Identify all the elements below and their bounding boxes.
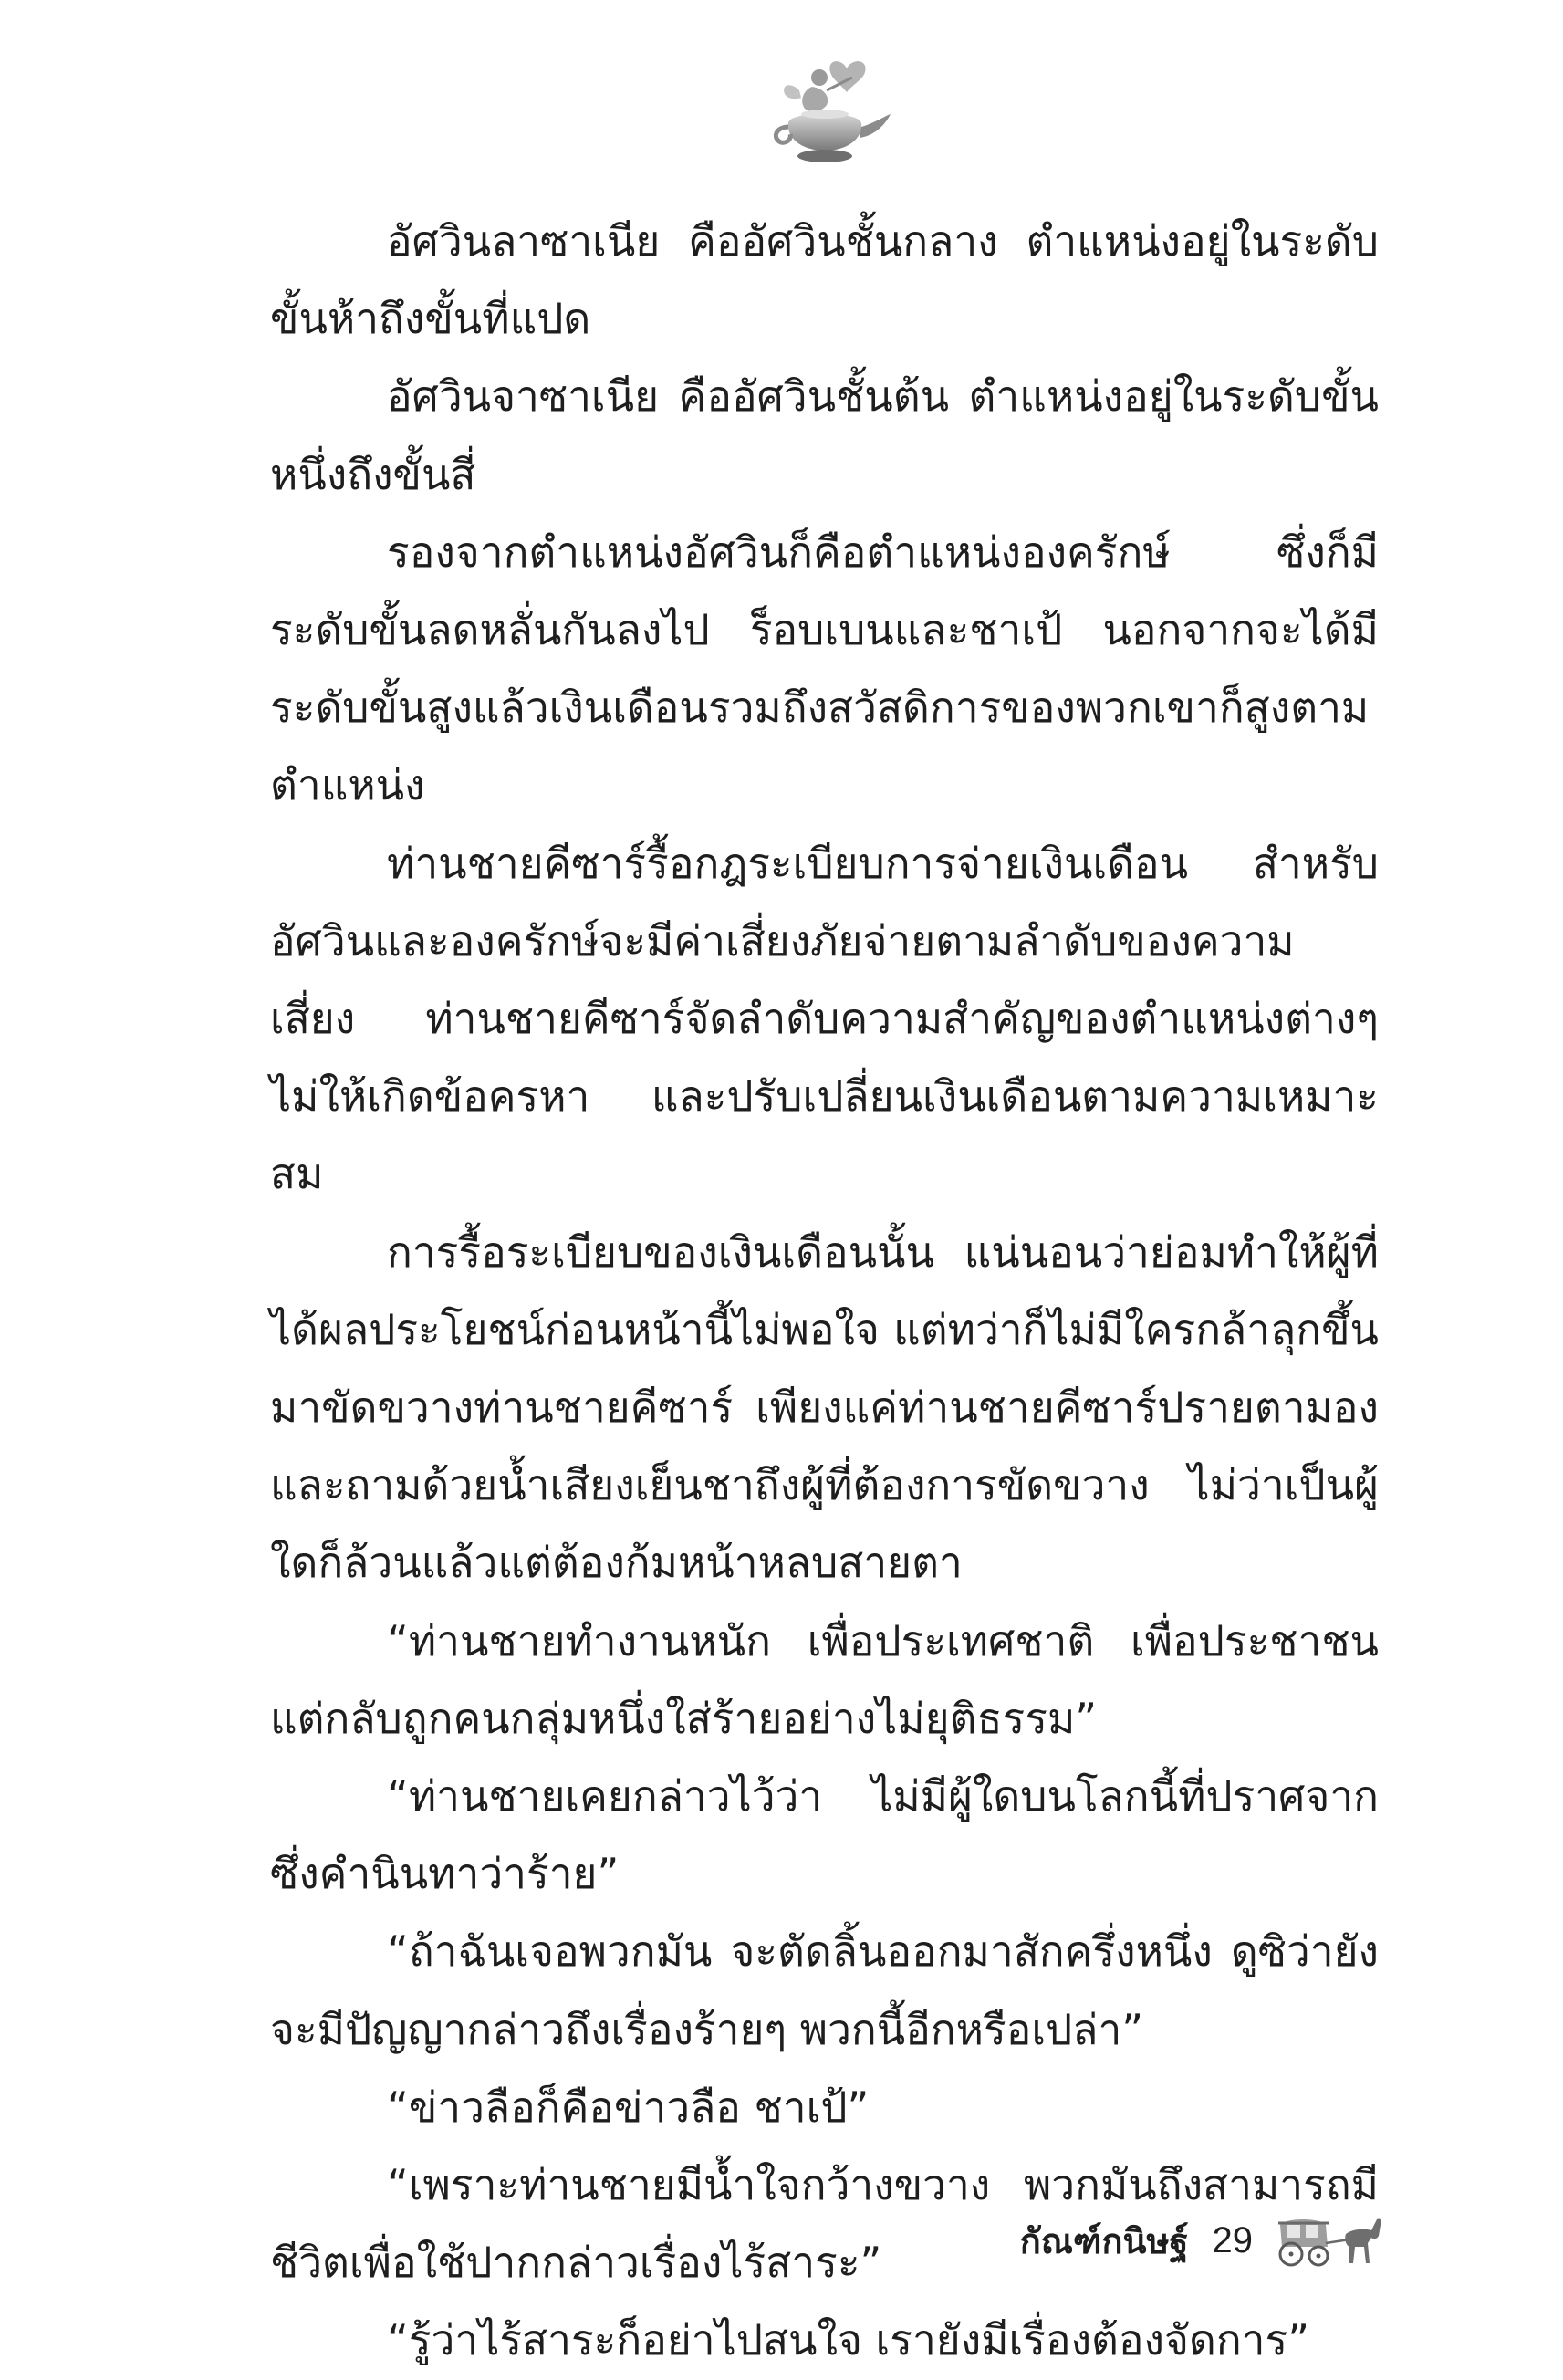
paragraph: ท่านชายคีซาร์รื้อกฎระเบียบการจ่ายเงินเดือน สำหรับอัศวินและองครักษ์จะมีค่าเสี่ยงภัยจ่ายตามลำดับของความเสี่ยง ท่านชายคีซาร์จัดลำดับความสำคัญของตำแหน่งต่างๆ ไม่ให้เกิดข้อครหา และปรับเปลี่ยนเงินเดือนตามความเหมาะสม bbox=[270, 838, 1379, 1199]
chapter-body-text bbox=[270, 203, 1379, 2380]
paragraph: อัศวินจาซาเนีย คืออัศวินชั้นต้น ตำแหน่งอยู่ในระดับขั้นหนึ่งถึงขั้นสี่ bbox=[270, 371, 1379, 499]
dialogue-paragraph: “รู้ว่าไร้สาระก็อย่าไปสนใจ เรายังมีเรื่องต้องจัดการ” bbox=[387, 2315, 1310, 2365]
paragraph: การรื้อระเบียบของเงินเดือนนั้น แน่นอนว่าย่อมทำให้ผู้ที่ได้ผลประโยชน์ก่อนหน้านี้ไม่พอใจ แต่ทว่าก็ไม่มีใครกล้าลุกขึ้นมาขัดขวางท่านชายคีซาร์ เพียงแค่ท่านชายคีซาร์ปรายตามองและถามด้วยน้ำเสียงเย็นชาถึงผู้ที่ต้องการขัดขวาง ไม่ว่าเป็นผู้ใดก็ล้วนแล้วแต่ต้องก้มหน้าหลบสายตา bbox=[270, 1227, 1379, 1588]
dialogue-paragraph: “ท่านชายเคยกล่าวไว้ว่า ไม่มีผู้ใดบนโลกนี้ที่ปราศจากซึ่งคำนินทาว่าร้าย” bbox=[270, 1771, 1379, 1899]
paragraph: รองจากตำแหน่งอัศวินก็คือตำแหน่งองครักษ์ ซึ่งก็มีระดับขั้นลดหลั่นกันลงไป ร็อบเบนและชาเป้ นอกจากจะได้มีระดับขั้นสูงแล้วเงินเดือนรวมถึงสวัสดิการของพวกเขาก็สูงตามตำแหน่ง bbox=[270, 527, 1379, 810]
paragraph: อัศวินลาซาเนีย คืออัศวินชั้นกลาง ตำแหน่งอยู่ในระดับขั้นห้าถึงขั้นที่แปด bbox=[270, 216, 1379, 344]
dialogue-paragraph: “ถ้าฉันเจอพวกมัน จะตัดลิ้นออกมาสักครึ่งหนึ่ง ดูซิว่ายังจะมีปัญญากล่าวถึงเรื่องร้ายๆ พวกนี้อีกหรือเปล่า” bbox=[270, 1926, 1379, 2054]
page-number: 29 bbox=[1212, 2219, 1253, 2260]
dialogue-paragraph: “ข่าวลือก็คือข่าวลือ ชาเป้” bbox=[387, 2082, 870, 2132]
cupid-teapot-icon bbox=[757, 50, 894, 169]
dialogue-paragraph: “เพราะท่านชายมีน้ำใจกว้างขวาง พวกมันถึงสามารถมีชีวิตเพื่อใช้ปากกล่าวเรื่องไร้สาระ” bbox=[270, 2160, 1379, 2288]
book-title: กัณฑ์กนิษฐ์ bbox=[1019, 2220, 1189, 2261]
dialogue-paragraph: “ท่านชายทำงานหนัก เพื่อประเทศชาติ เพื่อประชาชน แต่กลับถูกคนกลุ่มหนึ่งใส่ร้ายอย่างไม่ยุติธรรม” bbox=[270, 1615, 1379, 1743]
horse-carriage-icon bbox=[1276, 2212, 1384, 2269]
